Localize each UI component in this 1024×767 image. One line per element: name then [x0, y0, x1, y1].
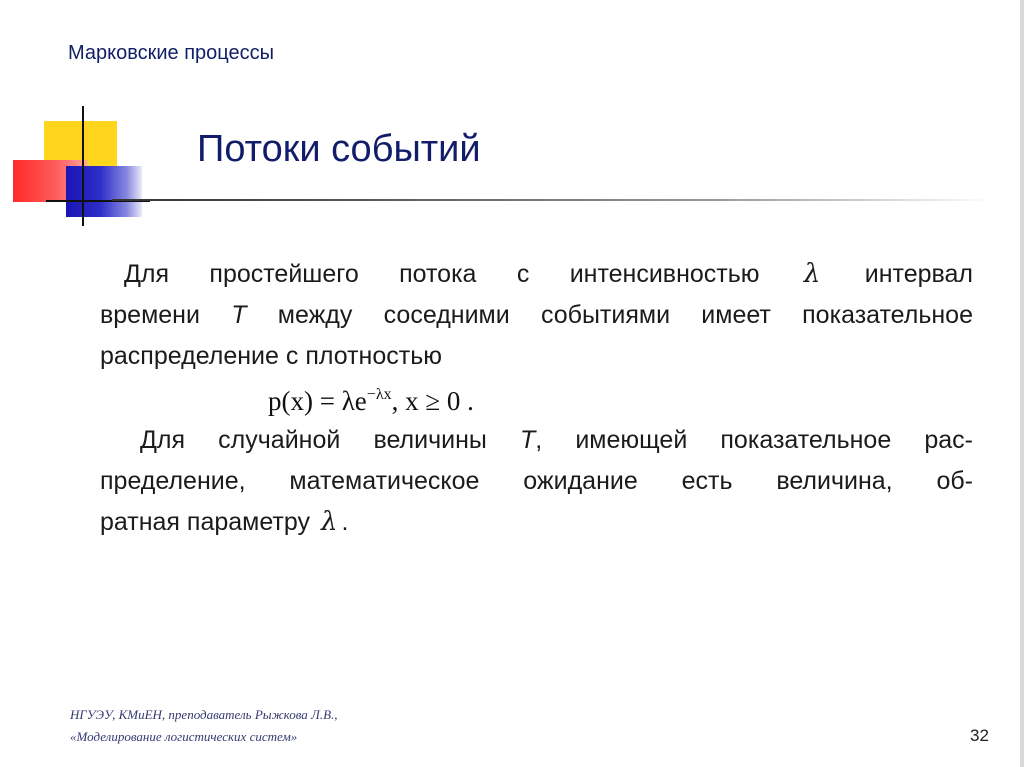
variable-t: T [231, 301, 247, 329]
text-segment: Для простейшего потока с интенсивностью [124, 260, 760, 288]
title-underline [112, 199, 982, 201]
text-segment: ратная параметру [100, 508, 310, 536]
formula-rhs: , x ≥ 0 . [391, 386, 474, 416]
decor-blue-block [66, 166, 142, 217]
decor-vertical-line [82, 106, 84, 226]
page-number: 32 [970, 726, 989, 745]
lambda-symbol: λ [803, 259, 821, 289]
formula-lhs: p(x) = λe [268, 386, 367, 416]
text-segment: интервал [864, 260, 974, 288]
variable-t: T [519, 426, 536, 454]
paragraph-2-line-3 [100, 502, 973, 543]
text-segment: Для случайной величины [140, 426, 487, 454]
paragraph-1-line-1 [100, 254, 973, 295]
paragraph-2-line-2: пределение, математическое ожидание есть величина, об- [100, 467, 973, 495]
paragraph-1-line-2 [100, 295, 973, 336]
text-segment: , имеющей показательное рас- [535, 426, 973, 454]
footer-author: НГУЭУ, КМиЕН, преподаватель Рыжкова Л.В., [70, 707, 338, 722]
text-segment: между соседними событиями имеет показательное [277, 301, 973, 329]
slide-edge [1020, 0, 1024, 767]
footer-course: «Моделирование логистических систем» [70, 729, 298, 744]
formula-exponent: −λx [366, 386, 392, 403]
lambda-symbol: λ [320, 507, 338, 537]
paragraph-1-line-3: распределение с плотностью [100, 342, 442, 370]
text-segment: . [341, 508, 349, 536]
paragraph-2 [100, 420, 973, 543]
paragraph-2-line-1 [100, 420, 973, 461]
course-title: Марковские процессы [68, 42, 275, 64]
text-segment: времени [100, 301, 200, 329]
paragraph-1 [100, 254, 973, 377]
slide-title: Потоки событий [197, 128, 481, 170]
density-formula [268, 375, 474, 421]
footer [70, 704, 338, 748]
